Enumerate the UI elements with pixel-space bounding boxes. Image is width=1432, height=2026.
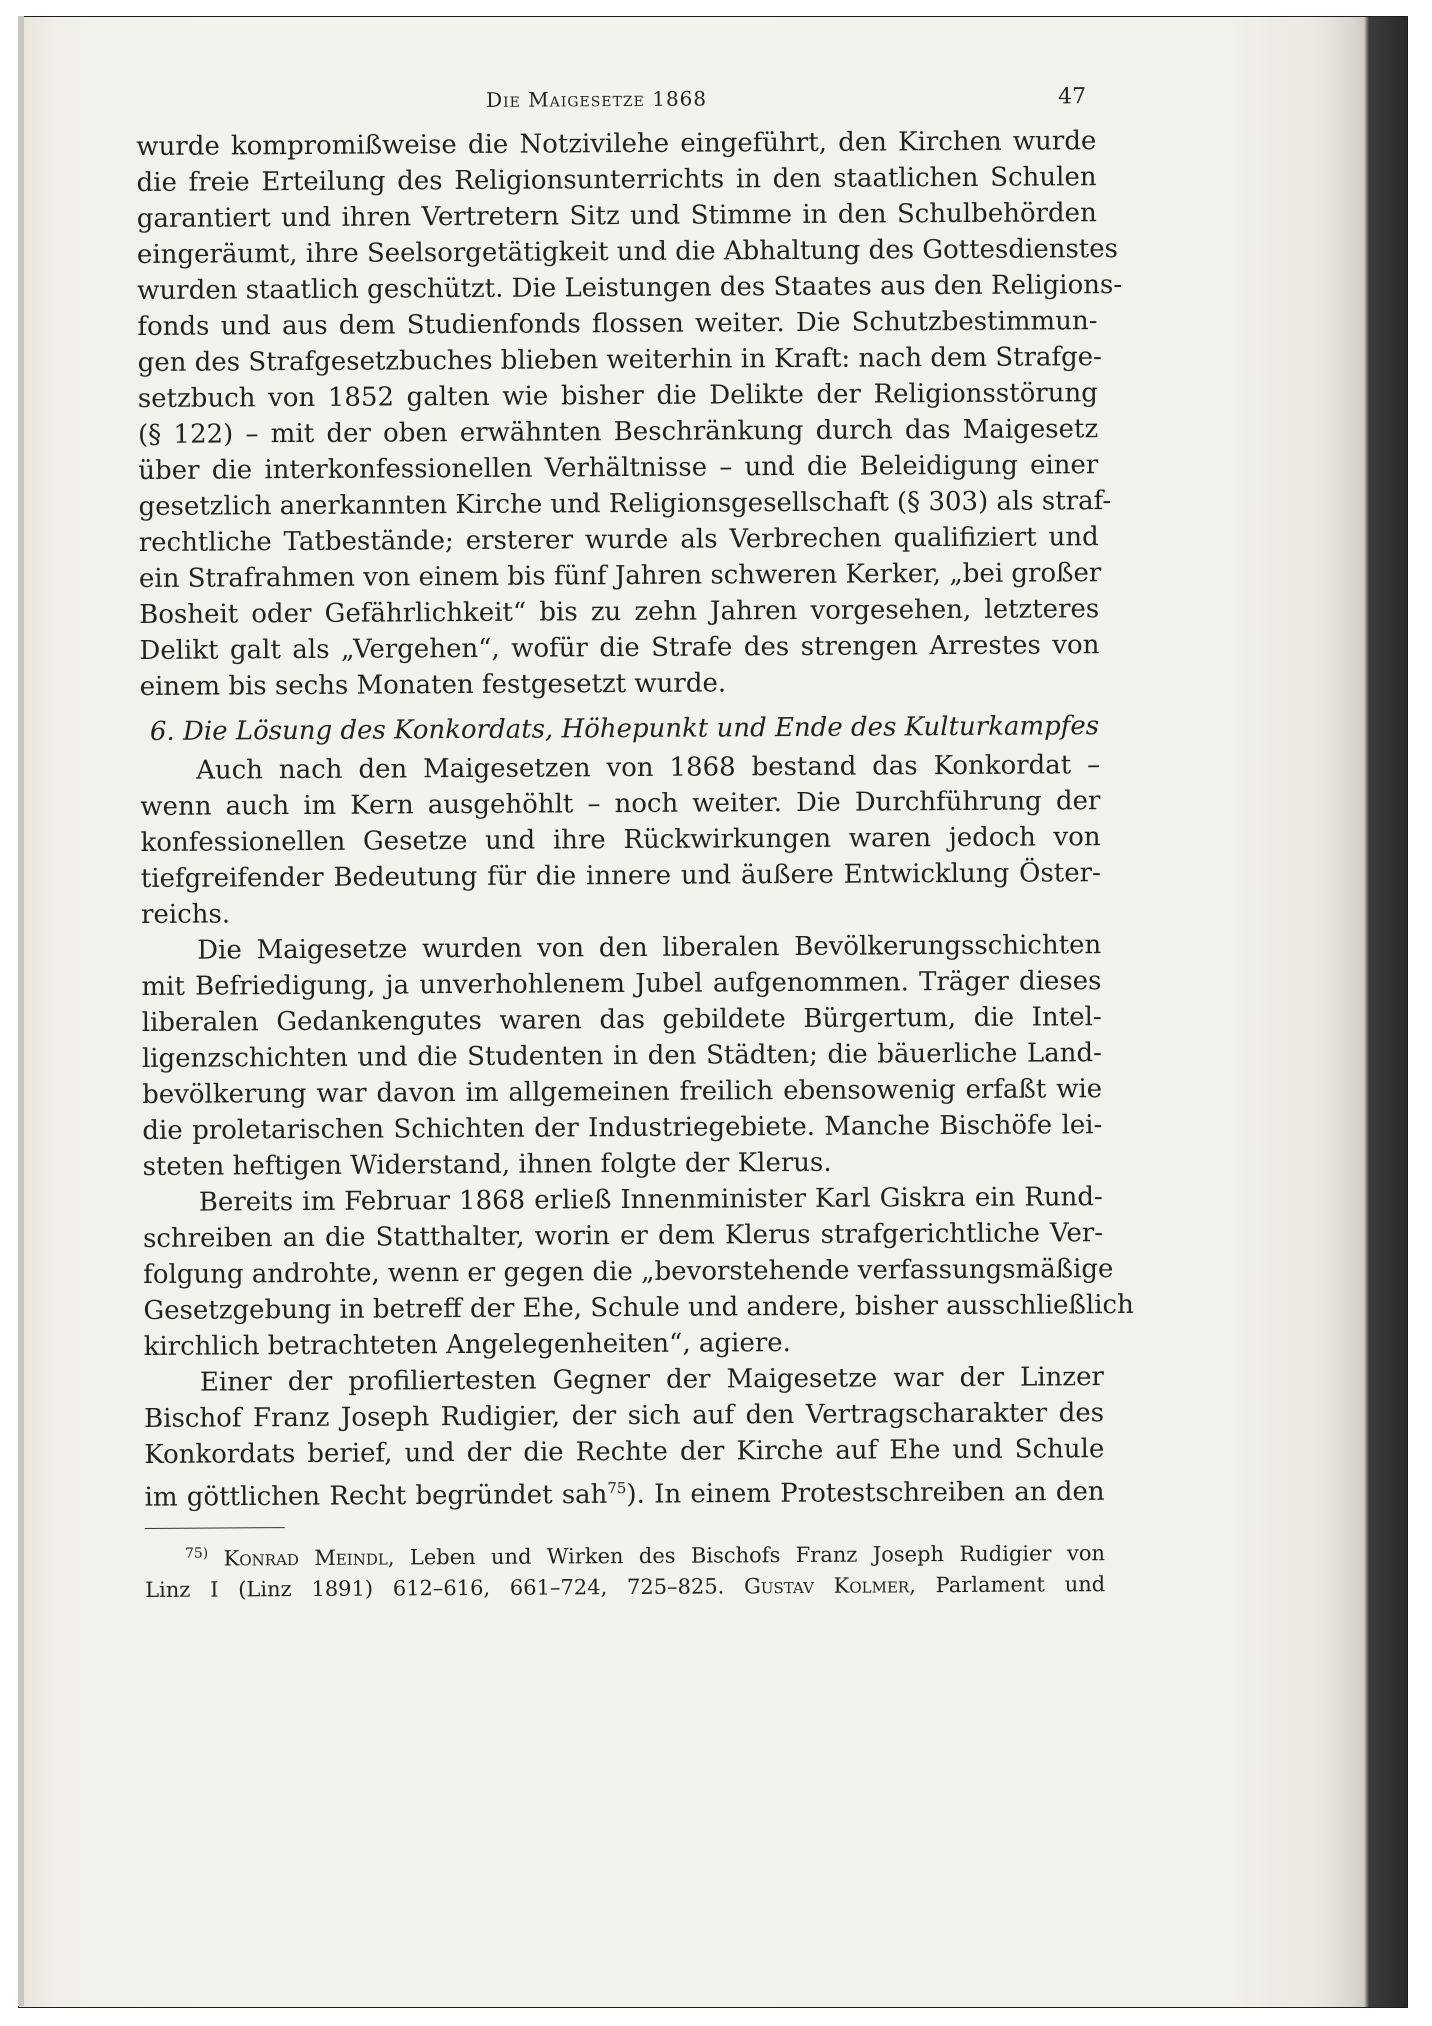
paragraph-3 <box>141 927 1103 1185</box>
text-line: einem bis sechs Monaten festgesetzt wurde. <box>139 668 727 702</box>
text-line: ligenzschichten und die Studenten in den Städten; die bäuerliche Land- <box>141 1038 1102 1074</box>
running-header <box>136 84 1096 115</box>
text-line: ein Strafrahmen von einem bis fünf Jahren schweren Kerker, „bei großer <box>138 558 1102 594</box>
text-line: kirchlich betrachteten Angelegenheiten“, agiere. <box>143 1328 791 1362</box>
text-line: Die Maigesetze wurden von den liberalen Bevölkerungsschichten <box>197 930 1102 966</box>
text-line: über die interkonfessionellen Verhältnisse – und die Beleidigung einer <box>138 450 1099 486</box>
text-line: Bosheit oder Gefährlichkeit“ bis zu zehn Jahren vorgesehen, letzteres <box>139 594 1100 630</box>
text-line: liberalen Gedankengutes waren das gebildete Bürgertum, die Intel- <box>141 1002 1102 1038</box>
text-line: Bischof Franz Joseph Rudigier, der sich auf den Vertragscharakter des <box>144 1398 1105 1434</box>
text-line: die freie Erteilung des Religionsunterrichts in den staatlichen Schulen <box>136 162 1097 198</box>
text-line <box>144 1467 1104 1516</box>
text-line: folgung androhte, wenn er gegen die „bevorstehende verfassungsmäßige <box>143 1254 1114 1290</box>
footnote-marker: 75) <box>184 1545 209 1562</box>
text-line: Auch nach den Maigesetzen von 1868 bestand das Konkordat – <box>196 750 1101 786</box>
footnote-line <box>145 1533 1105 1575</box>
text-line: garantiert und ihren Vertretern Sitz und Stimme in den Schulbehörden <box>136 198 1097 234</box>
paragraph-2 <box>140 747 1101 933</box>
text-line: setzbuch von 1852 galten wie bisher die Delikte der Religionsstörung <box>137 378 1098 414</box>
section-heading: 6. Die Lösung des Konkordats, Höhepunkt und Ende des Kulturkampfes <box>149 711 1100 747</box>
text-line: fonds und aus dem Studienfonds flossen weiter. Die Schutzbestimmun- <box>137 306 1098 342</box>
footnote-line <box>145 1569 1105 1606</box>
text-line: rechtliche Tatbestände; ersterer wurde als Verbrechen qualifiziert und <box>138 522 1099 558</box>
text-line: eingeräumt, ihre Seelsorgetätigkeit und die Abhaltung des Gottesdienstes <box>136 234 1119 270</box>
footnote-reference: 75 <box>607 1479 627 1498</box>
text-line: wurden staatlich geschützt. Die Leistungen des Staates aus den Religions- <box>137 269 1123 306</box>
text-line: wurde kompromißweise die Notzivilehe eingeführt, den Kirchen wurde <box>136 126 1097 162</box>
paragraph-1 <box>136 123 1123 705</box>
paragraph-5 <box>144 1359 1105 1516</box>
text-line: mit Befriedigung, ja unverhohlenem Jubel aufgenommen. Träger dieses <box>141 966 1102 1002</box>
text-line: Delikt galt als „Vergehen“, wofür die Strafe des strengen Arrestes von <box>139 630 1100 666</box>
text-line: schreiben an die Statthalter, worin er dem Klerus strafgerichtliche Ver- <box>142 1218 1104 1254</box>
page-edge <box>18 16 24 2006</box>
text-line: die proletarischen Schichten der Industriegebiete. Manche Bischöfe lei- <box>142 1110 1103 1146</box>
text-fragment: im göttlichen Recht begründet sah <box>144 1479 608 1513</box>
text-fragment: ). In einem Protestschreiben an den <box>626 1476 1105 1510</box>
text-line: bevölkerung war davon im allgemeinen freilich ebensowenig erfaßt wie <box>142 1074 1103 1110</box>
page-number: 47 <box>1057 84 1087 110</box>
text-line: konfessionellen Gesetze und ihre Rückwirkungen waren jedoch von <box>140 822 1101 858</box>
page-content <box>136 84 1134 1605</box>
text-line: Einer der profiliertesten Gegner der Maigesetze war der Linzer <box>199 1362 1104 1398</box>
running-title: Die Maigesetze 1868 <box>485 86 708 112</box>
text-line: reichs. <box>140 899 231 930</box>
text-line: steten heftigen Widerstand, ihnen folgte der Klerus. <box>142 1147 832 1182</box>
text-line: tiefgreifender Bedeutung für die innere und äußere Entwicklung Öster- <box>140 858 1101 894</box>
text-line: Gesetzgebung in betreff der Ehe, Schule und andere, bisher ausschließlich <box>143 1289 1134 1326</box>
text-line: gesetzlich anerkannten Kirche und Religionsgesellschaft (§ 303) als straf- <box>138 486 1112 522</box>
footnote <box>145 1533 1105 1606</box>
text-line: (§ 122) – mit der oben erwähnten Beschränkung durch das Maigesetz <box>138 414 1099 450</box>
text-line: wenn auch im Kern ausgehöhlt – noch weiter. Die Durchführung der <box>140 786 1101 822</box>
paragraph-4 <box>142 1179 1134 1365</box>
text-line: Bereits im Februar 1868 erließ Innenminister Karl Giskra ein Rund- <box>198 1182 1103 1218</box>
author-name: Konrad Meindl <box>223 1545 388 1571</box>
text-fragment: , Parlament und <box>909 1571 1106 1597</box>
text-line: Konkordats berief, und der die Rechte der Kirche auf Ehe und Schule <box>144 1434 1105 1470</box>
text-line: gen des Strafgesetzbuches blieben weiterhin in Kraft: nach dem Strafge- <box>137 342 1102 378</box>
text-fragment: Linz I (Linz 1891) 612–616, 661–724, 725–825. <box>145 1573 745 1602</box>
author-name: Gustav Kolmer <box>743 1572 910 1598</box>
text-fragment: , Leben und Wirken des Bischofs Franz Joseph Rudigier von <box>387 1540 1106 1570</box>
footnote-rule <box>145 1527 285 1529</box>
